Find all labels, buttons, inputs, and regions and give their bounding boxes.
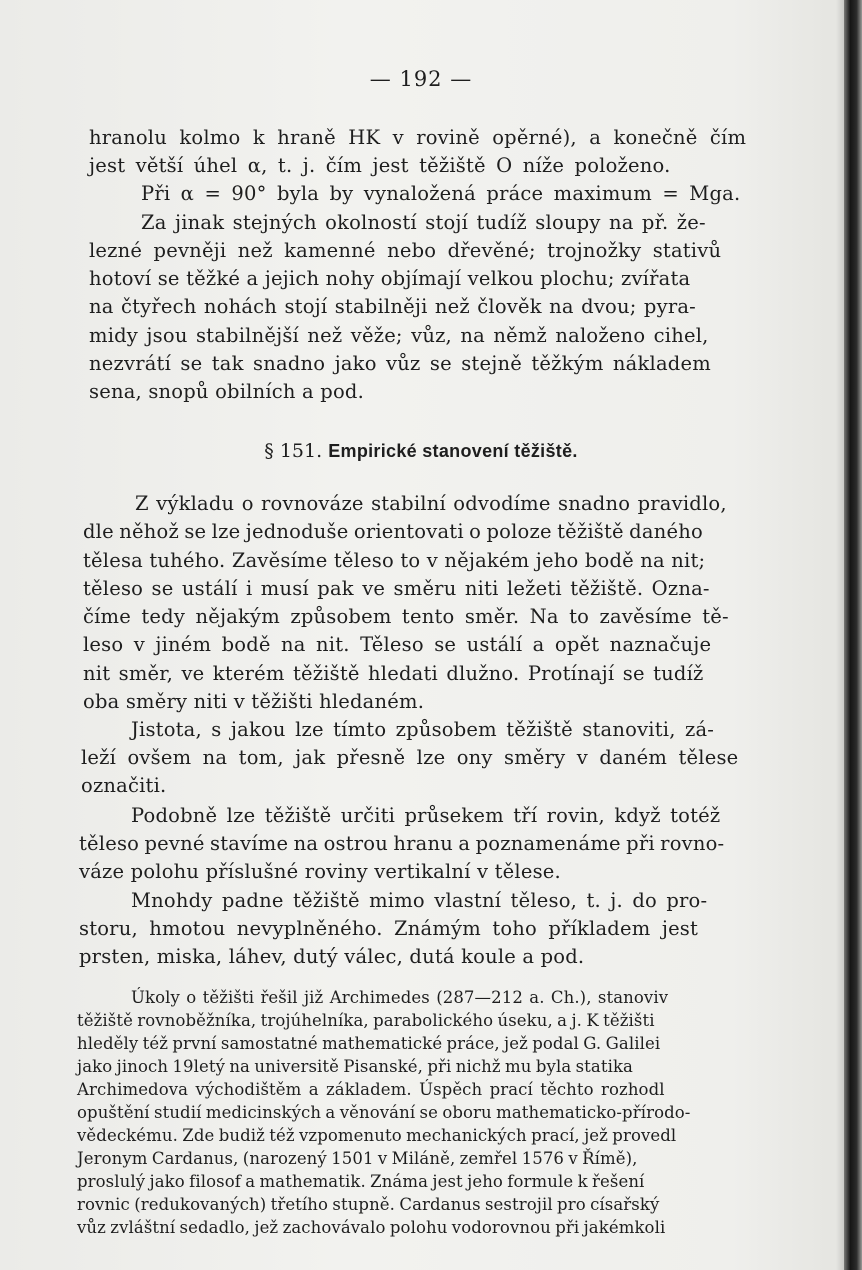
text-line: označiti.	[81, 774, 167, 797]
text-line: tělesa tuhého. Zavěsíme těleso to v nějakém jeho bodě na nit;	[83, 549, 706, 572]
text-line: Jistota, s jakou lze tímto způsobem těžiště stanoviti, zá-	[131, 718, 715, 741]
footnote-line: Jeronym Cardanus, (narozený 1501 v Miláně, zemřel 1576 v Římě),	[77, 1149, 638, 1168]
text-line: těleso se ustálí i musí pak ve směru niti ležeti těžiště. Ozna-	[83, 577, 710, 600]
text-line: dle něhož se lze jednoduše orientovati o poloze těžiště daného	[83, 520, 703, 543]
text-line: oba směry niti v těžišti hledaném.	[83, 690, 425, 713]
text-line: jest větší úhel α, t. j. čím jest těžiště O níže položeno.	[89, 154, 671, 177]
footnote-line: jako jinoch 19letý na universitě Pisanské, při nichž mu byla statika	[77, 1057, 633, 1076]
text-line: nezvrátí se tak snadno jako vůz se stejně těžkým nákladem	[89, 352, 711, 375]
footnote-line: Archimedova východištěm a základem. Úspěch prací těchto rozhodl	[77, 1080, 665, 1099]
text-line: sena, snopů obilních a pod.	[89, 380, 364, 403]
footnote-line: Úkoly o těžišti řešil již Archimedes (287—212 a. Ch.), stanoviv	[131, 988, 669, 1007]
text-line: Při α = 90° byla by vynaložená práce maximum = Mga.	[141, 182, 741, 205]
section-title: Empirické stanovení těžiště.	[328, 441, 578, 461]
text-line: hotoví se těžké a jejich nohy objímají velkou plochu; zvířata	[89, 267, 691, 290]
text-line: midy jsou stabilnější než věže; vůz, na němž naloženo cihel,	[89, 324, 709, 347]
book-binding-edge	[844, 0, 862, 1270]
page-number: — 192 —	[369, 67, 473, 91]
text-line: storu, hmotou nevyplněného. Známým toho příkladem jest	[79, 917, 699, 940]
footnote-line: proslulý jako filosof a mathematik. Známa jest jeho formule k řešení	[77, 1172, 645, 1191]
text-line: číme tedy nějakým způsobem tento směr. Na to zavěsíme tě-	[83, 605, 729, 628]
footnote-line: hleděly též první samostatné mathematické práce, jež podal G. Galilei	[77, 1034, 661, 1053]
text-line: Mnohdy padne těžiště mimo vlastní těleso, t. j. do pro-	[131, 889, 708, 912]
footnote-line: vědeckému. Zde budiž též vzpomenuto mechanických prací, jež provedl	[77, 1126, 677, 1145]
footnote-line: opuštění studií medicinských a věnování se oboru mathematicko-přírodo-	[77, 1103, 691, 1122]
footnote-line: vůz zvláštní sedadlo, jež zachovávalo polohu vodorovnou při jakémkoli	[77, 1218, 666, 1237]
text-line: na čtyřech nohách stojí stabilněji než člověk na dvou; pyra-	[89, 295, 696, 318]
text-line: Za jinak stejných okolností stojí tudíž sloupy na př. že-	[141, 211, 706, 234]
section-heading	[0, 440, 842, 462]
text-line: váze polohu příslušné roviny vertikalní v tělese.	[79, 860, 561, 883]
section-mark: § 151.	[264, 440, 323, 462]
binding-shadow	[836, 0, 844, 1270]
text-line: hranolu kolmo k hraně HK v rovině opěrné), a konečně čím	[89, 126, 747, 149]
text-line: lezné pevněji než kamenné nebo dřevěné; trojnožky stativů	[89, 239, 722, 262]
text-line: leso v jiném bodě na nit. Těleso se ustálí a opět naznačuje	[83, 633, 712, 656]
footnote-line: těžiště rovnoběžníka, trojúhelníka, parabolického úseku, a j. K těžišti	[77, 1011, 655, 1030]
text-line: leží ovšem na tom, jak přesně lze ony směry v daném tělese	[81, 746, 739, 769]
footnote-line: rovnic (redukovaných) třetího stupně. Cardanus sestrojil pro císařský	[77, 1195, 660, 1214]
text-line: Podobně lze těžiště určiti průsekem tří rovin, když totéž	[131, 804, 721, 827]
text-line: těleso pevné stavíme na ostrou hranu a poznamenáme při rovno-	[79, 832, 725, 855]
text-line: prsten, miska, láhev, dutý válec, dutá koule a pod.	[79, 945, 585, 968]
text-line: nit směr, ve kterém těžiště hledati dlužno. Protínají se tudíž	[83, 662, 704, 685]
text-line: Z výkladu o rovnováze stabilní odvodíme snadno pravidlo,	[135, 492, 727, 515]
